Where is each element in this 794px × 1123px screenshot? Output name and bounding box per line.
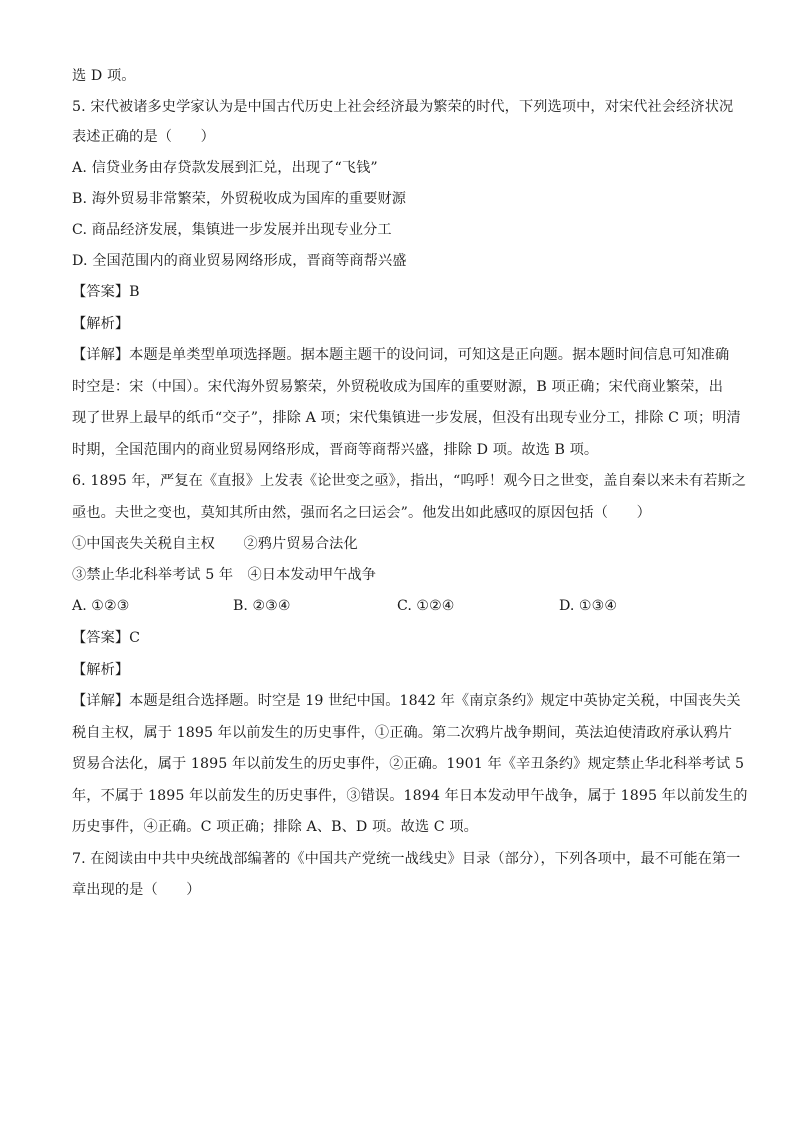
analysis-label: 【解析】 [72, 316, 130, 332]
question-6-stem: 6. 1895 年，严复在《直报》上发表《论世变之亟》，指出，“呜呼！观今日之世变，盖自秦以来未有若斯之 [72, 473, 747, 489]
option-b: B. ②③④ [233, 598, 291, 614]
explanation-line: 税自主权，属于 1895 年以前发生的历史事件，①正确。第二次鸦片战争期间，英法迫使清政府承认鸦片 [72, 725, 733, 741]
analysis-label: 【解析】 [72, 662, 130, 678]
question-6-items: ③禁止华北科举考试 5 年 ④日本发动甲午战争 [72, 567, 377, 583]
explanation-line: 历史事件，④正确。C 项正确；排除 A、B、D 项。故选 C 项。 [72, 819, 478, 835]
text-line: 选 D 项。 [72, 68, 136, 84]
question-5-stem-cont: 表述正确的是（ ） [72, 129, 215, 145]
explanation-line: 时期，全国范围内的商业贸易网络形成，晋商等商帮兴盛，排除 D 项。故选 B 项。 [72, 442, 599, 458]
answer-label: 【答案】B [72, 284, 140, 300]
option-c: C. 商品经济发展，集镇进一步发展并出现专业分工 [72, 222, 392, 238]
question-7-stem: 7. 在阅读由中共中央统战部编著的《中国共产党统一战线史》目录（部分），下列各项中，最不可能在第一 [72, 851, 741, 867]
explanation-line: 【详解】本题是单类型单项选择题。据本题主题干的设问词，可知这是正向题。据本题时间信息可知准确 [72, 347, 730, 363]
explanation-line: 现了世界上最早的纸币“交子”，排除 A 项；宋代集镇进一步发展，但没有出现专业分工，排除 C 项；明清 [72, 410, 741, 426]
option-b: B. 海外贸易非常繁荣，外贸税收成为国库的重要财源 [72, 191, 407, 207]
option-d: D. ①③④ [559, 598, 618, 614]
question-6-options [72, 596, 732, 616]
option-a: A. ①②③ [72, 598, 130, 614]
question-7-stem-cont: 章出现的是（ ） [72, 882, 201, 898]
explanation-line: 贸易合法化，属于 1895 年以前发生的历史事件，②正确。1901 年《辛丑条约》规定禁止华北科举考试 5 [72, 756, 745, 772]
question-6-items: ①中国丧失关税自主权 ②鸦片贸易合法化 [72, 536, 358, 552]
question-5-stem: 5. 宋代被诸多史学家认为是中国古代历史上社会经济最为繁荣的时代，下列选项中，对宋代社会经济状况 [72, 99, 734, 115]
explanation-line: 时空是：宋（中国）。宋代海外贸易繁荣，外贸税收成为国库的重要财源，B 项正确；宋代商业繁荣，出 [72, 379, 723, 395]
explanation-line: 【详解】本题是组合选择题。时空是 19 世纪中国。1842 年《南京条约》规定中英协定关税，中国丧失关 [72, 693, 741, 709]
option-c: C. ①②④ [397, 598, 455, 614]
explanation-line: 年，不属于 1895 年以前发生的历史事件，③错误。1894 年日本发动甲午战争，属于 1895 年以前发生的 [72, 788, 748, 804]
option-a: A. 信贷业务由存贷款发展到汇兑，出现了“飞钱” [72, 160, 378, 176]
option-d: D. 全国范围内的商业贸易网络形成，晋商等商帮兴盛 [72, 253, 407, 269]
question-6-stem-cont: 亟也。夫世之变也，莫知其所由然，强而名之曰运会”。他发出如此感叹的原因包括（ ） [72, 505, 651, 521]
answer-label: 【答案】C [72, 630, 141, 646]
